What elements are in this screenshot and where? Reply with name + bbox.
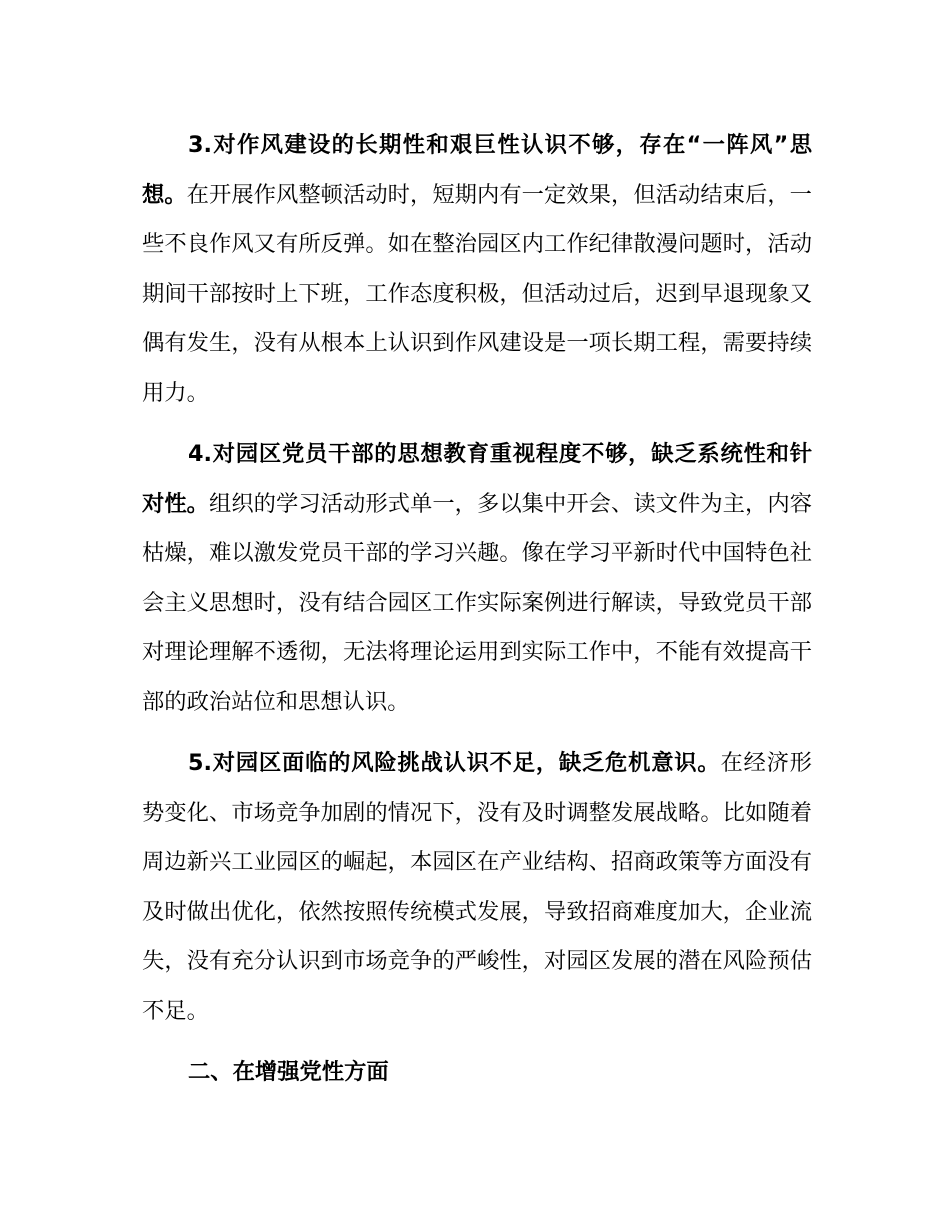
paragraph-4-lead: 4.对园区党员干部的思想教育重视程度不够，缺乏系统性和针对性。 [142,441,812,517]
paragraph-5-lead: 5.对园区面临的风险挑战认识不足，缺乏危机意识。 [188,750,721,776]
paragraph-5-body: 在经济形势变化、市场竞争加剧的情况下，没有及时调整发展战略。比如随着周边新兴工业园区的崛起，本园区在产业结构、招商政策等方面没有及时做出优化，依然按照传统模式发展，导致招商难度加大，企业流失，没有充分认识到市场竞争的严峻性，对园区发展的潜在风险预估不足。 [142,750,812,1024]
paragraph-3-body: 在开展作风整顿活动时，短期内有一定效果，但活动结束后，一些不良作风又有所反弹。如在整治园区内工作纪律散漫问题时，活动期间干部按时上下班，工作态度积极，但活动过后，迟到早退现象又偶有发生，没有从根本上认识到作风建设是一项长期工程，需要持续用力。 [142,181,812,406]
paragraph-3 [142,121,812,418]
paragraph-3-lead: 3.对作风建设的长期性和艰巨性认识不够，存在“一阵风”思想。 [142,132,812,208]
document-body [142,121,812,1098]
paragraph-5 [142,739,812,1036]
paragraph-4-body: 组织的学习活动形式单一，多以集中开会、读文件为主，内容枯燥，难以激发党员干部的学习兴趣。像在学习平新时代中国特色社会主义思想时，没有结合园区工作实际案例进行解读，导致党员干部对理论理解不透彻，无法将理论运用到实际工作中，不能有效提高干部的政治站位和思想认识。 [142,490,812,715]
paragraph-4 [142,430,812,727]
section-heading: 二、在增强党性方面 [188,1059,389,1085]
